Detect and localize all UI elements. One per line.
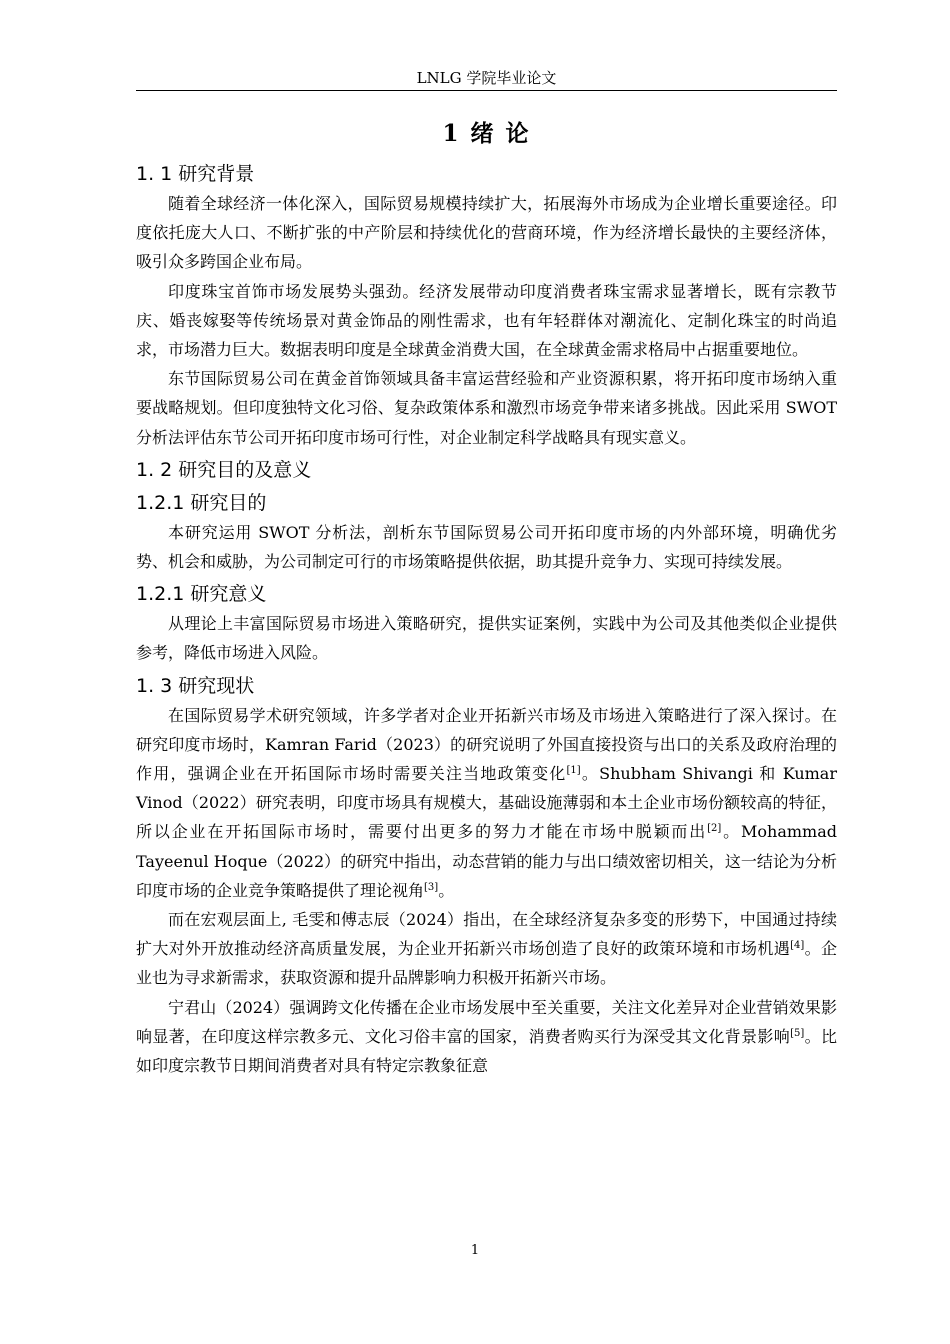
- paragraph: [136, 905, 837, 993]
- paragraph: [136, 701, 837, 905]
- text-run: 。企业也为寻求新需求，获取资源和提升品牌影响力积极开拓新兴市场。: [136, 939, 837, 988]
- text-run: 。Shubham Shivangi 和 Kumar Vinod（2022）研究表明，印度市场具有规模大，基础设施薄弱和本土企业市场份额较高的特征，所以企业在开拓国际市场时，需要付出更多的努力才能在市场中脱颖而出: [136, 764, 837, 842]
- section-heading-1-1: 1. 1 研究背景: [136, 163, 255, 185]
- chapter-title: 1 绪 论: [442, 120, 531, 147]
- paragraph: 东节国际贸易公司在黄金首饰领域具备丰富运营经验和产业资源积累，将开拓印度市场纳入重要战略规划。但印度独特文化习俗、复杂政策体系和激烈市场竞争带来诸多挑战。因此采用 SWOT 分析法评估东节公司开拓印度市场可行性，对企业制定科学战略具有现实意义。: [136, 369, 837, 447]
- citation-ref[interactable]: [3]: [424, 881, 439, 893]
- text-run: 。比如印度宗教节日期间消费者对具有特定宗教象征意: [136, 1026, 837, 1076]
- subsection-heading-significance: 1.2.1 研究意义: [136, 583, 267, 606]
- text-run: 在国际贸易学术研究领域，许多学者对企业开拓新兴市场及市场进入策略进行了深入探讨。在研究印度市场时，Kamran Farid（2023）的研究说明了外国直接投资与出口的关系及政府治理的作用，强调企业在开拓国际市场时需要关注当地政策变化: [136, 705, 837, 784]
- citation-ref[interactable]: [1]: [566, 765, 581, 777]
- section-heading-1-2: 1. 2 研究目的及意义: [136, 458, 312, 481]
- text-run: 而在宏观层面上, 毛雯和傅志辰（2024）指出，在全球经济复杂多变的形势下，中国通过持续扩大对外开放推动经济高质量发展，为企业开拓新兴市场创造了良好的政策环境和市场机遇: [136, 910, 837, 959]
- section-heading-1-3: 1. 3 研究现状: [136, 674, 255, 697]
- paragraph: 从理论上丰富国际贸易市场进入策略研究，提供实证案例，实践中为公司及其他类似企业提供参考，降低市场进入风险。: [136, 614, 837, 663]
- paragraph: 印度珠宝首饰市场发展势头强劲。经济发展带动印度消费者珠宝需求显著增长，既有宗教节庆、婚丧嫁娶等传统场景对黄金饰品的刚性需求，也有年轻群体对潮流化、定制化珠宝的时尚追求，市场潜力巨大。数据表明印度是全球黄金消费大国，在全球黄金需求格局中占据重要地位。: [136, 281, 837, 360]
- paragraph: 本研究运用 SWOT 分析法，剖析东节国际贸易公司开拓印度市场的内外部环境，明确优劣势、机会和威胁，为公司制定可行的市场策略提供依据，助其提升竞争力、实现可持续发展。: [136, 522, 837, 572]
- paragraph: 随着全球经济一体化深入，国际贸易规模持续扩大，拓展海外市场成为企业增长重要途径。印度依托庞大人口、不断扩张的中产阶层和持续优化的营商环境，作为经济增长最快的主要经济体，吸引众多跨国企业布局。: [136, 194, 837, 272]
- page-body: [136, 112, 837, 1080]
- text-run: 。: [438, 880, 455, 900]
- citation-ref[interactable]: [5]: [790, 1027, 805, 1039]
- citation-ref[interactable]: [2]: [707, 823, 722, 835]
- page-number: 1: [470, 1243, 480, 1258]
- text-run: 。Mohammad Tayeenul Hoque（2022）的研究中指出，动态营销的能力与出口绩效密切相关，这一结论为分析印度市场的企业竞争策略提供了理论视角: [136, 822, 837, 900]
- header-rule: [136, 90, 837, 91]
- paragraph: [136, 993, 837, 1081]
- running-header: LNLG 学院毕业论文: [416, 69, 557, 87]
- subsection-heading-purpose: 1.2.1 研究目的: [136, 491, 267, 514]
- text-run: 宁君山（2024）强调跨文化传播在企业市场发展中至关重要，关注文化差异对企业营销效果影响显著，在印度这样宗教多元、文化习俗丰富的国家，消费者购买行为深受其文化背景影响: [136, 997, 837, 1046]
- citation-ref[interactable]: [4]: [790, 940, 805, 952]
